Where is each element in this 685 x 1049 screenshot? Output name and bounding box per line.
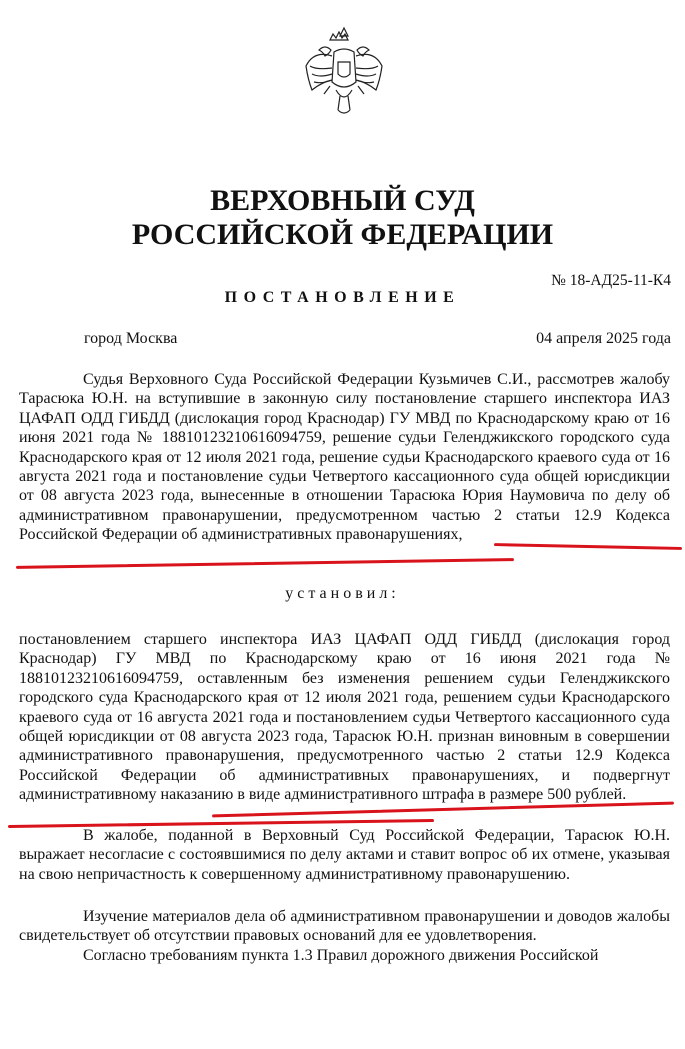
rules-paragraph: Согласно требованиям пункта 1.3 Правил дорожного движения Российской	[83, 947, 599, 964]
study-paragraph: Изучение материалов дела об административном правонарушении и доводов жалобы свидетельствует об отсутствии правовых оснований для ее удовлетворения.	[19, 908, 670, 945]
complaint-paragraph: В жалобе, поданной в Верховный Суд Российской Федерации, Тарасюк Ю.Н. выражает несогласие с состоявшимися по делу актами и ставит вопрос об их отмене, указывая на свою непричастность к совершенному административному правонарушению.	[19, 827, 670, 883]
russian-coat-of-arms-icon	[300, 26, 388, 122]
case-number: № 18-АД25-11-К4	[551, 272, 671, 289]
intro-paragraph: Судья Верховного Суда Российской Федерации Кузьмичев С.И., рассмотрев жалобу Тарасюка Ю.Н. на вступившие в законную силу постановление старшего инспектора ИАЗ ЦАФАП ОДД ГИБДД (дислокация город Краснодар) ГУ МВД по Краснодарскому краю от 16 июня 2021 года № 18810123210616094759, решение судьи Геленджикского городского суда Краснодарского края от 12 июля 2021 года, решение судьи Краснодарского краевого суда от 16 августа 2021 года и постановление судьи Четвертого кассационного суда общей юрисдикции от 08 августа 2023 года, вынесенные в отношении Тарасюка Юрия Наумовича по делу об административном правонарушении, предусмотренном частью 2 статьи 12.9 Кодекса Российской Федерации об административных правонарушениях,	[19, 371, 670, 544]
court-title-line2: РОССИЙСКОЙ ФЕДЕРАЦИИ	[131, 218, 554, 251]
city: город Москва	[84, 330, 178, 347]
court-title-line1: ВЕРХОВНЫЙ СУД	[210, 184, 475, 217]
finding-paragraph: постановлением старшего инспектора ИАЗ ЦАФАП ОДД ГИБДД (дислокация город Краснодар) ГУ МВД по Краснодарскому краю от 16 июня 2021 года № 18810123210616094759, оставленным без изменения решением судьи Геленджикского городского суда Краснодарского края от 12 июля 2021 года, решением судьи Краснодарского краевого суда от 16 августа 2021 года и постановлением судьи Четвертого кассационного суда общей юрисдикции от 08 августа 2023 года, Тарасюк Ю.Н. признан виновным в совершении административного правонарушения, предусмотренного частью 2 статьи 12.9 Кодекса Российской Федерации об административных правонарушениях, и подвергнут административному наказанию в виде административного штрафа в размере 500 рублей.	[19, 631, 670, 804]
established-label: установил:	[285, 585, 400, 602]
document-date: 04 апреля 2025 года	[536, 330, 671, 347]
highlight-underline	[16, 558, 514, 569]
document-type-heading: ПОСТАНОВЛЕНИЕ	[224, 289, 461, 306]
